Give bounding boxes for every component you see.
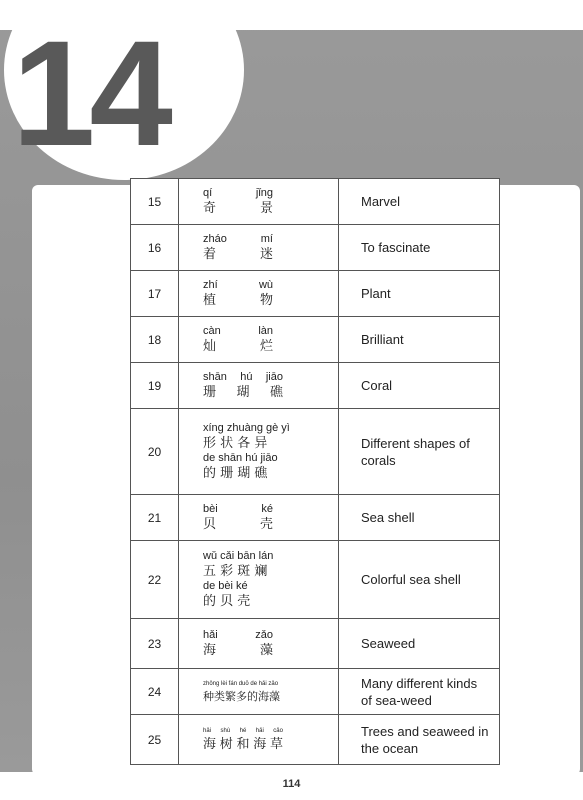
lesson-number: 14 <box>12 9 167 177</box>
pinyin: wǔ cǎi bān lán <box>203 549 274 562</box>
hanzi: 的 珊 瑚 礁 <box>203 465 268 481</box>
row-number: 21 <box>131 495 179 541</box>
table-row <box>131 363 500 409</box>
pinyin: de shān hú jiāo <box>203 451 278 464</box>
pinyin: wù <box>258 278 273 291</box>
hanzi: 礁 <box>269 384 283 400</box>
word-cell <box>179 317 339 363</box>
meaning: Coral <box>339 363 500 409</box>
hanzi: 贝 <box>203 516 217 532</box>
meaning: Sea shell <box>339 495 500 541</box>
row-number: 19 <box>131 363 179 409</box>
word-cell <box>179 363 339 409</box>
row-number: 25 <box>131 715 179 765</box>
pinyin: shān <box>203 370 227 383</box>
table-row <box>131 225 500 271</box>
meaning: To fascinate <box>339 225 500 271</box>
hanzi: 灿 <box>203 338 217 354</box>
row-number: 16 <box>131 225 179 271</box>
meaning: Many different kinds of sea-weed <box>339 669 500 715</box>
hanzi: 种类繁多的海藻 <box>203 690 280 703</box>
pinyin: shù <box>220 728 231 734</box>
word-cell <box>179 179 339 225</box>
table-row <box>131 271 500 317</box>
word-cell <box>179 541 339 619</box>
table-row <box>131 541 500 619</box>
meaning: Different shapes of corals <box>339 409 500 495</box>
meaning: Colorful sea shell <box>339 541 500 619</box>
meaning: Brilliant <box>339 317 500 363</box>
hanzi: 草 <box>269 737 283 752</box>
hanzi: 景 <box>259 200 273 216</box>
pinyin: mí <box>260 232 273 245</box>
hanzi: 植 <box>203 292 217 308</box>
hanzi: 烂 <box>259 338 273 354</box>
word-cell <box>179 271 339 317</box>
row-number: 17 <box>131 271 179 317</box>
word-cell <box>179 715 339 765</box>
meaning: Plant <box>339 271 500 317</box>
hanzi: 形 状 各 异 <box>203 435 268 451</box>
table-row <box>131 179 500 225</box>
hanzi: 树 <box>219 737 233 752</box>
meaning: Trees and seaweed in the ocean <box>339 715 500 765</box>
hanzi: 物 <box>259 292 273 308</box>
table-row <box>131 715 500 765</box>
table-row <box>131 317 500 363</box>
row-number: 23 <box>131 619 179 669</box>
word-cell <box>179 409 339 495</box>
pinyin: zháo <box>203 232 227 245</box>
word-cell <box>179 225 339 271</box>
word-cell <box>179 495 339 541</box>
pinyin: hǎi <box>255 728 264 734</box>
pinyin: qí <box>203 186 213 199</box>
hanzi: 珊 <box>203 384 217 400</box>
word-cell <box>179 669 339 715</box>
hanzi: 和 <box>236 737 250 752</box>
pinyin: hǎi <box>203 728 212 734</box>
hanzi: 迷 <box>259 246 273 262</box>
pinyin: xíng zhuàng gè yì <box>203 421 290 434</box>
pinyin: hú <box>240 370 253 383</box>
word-cell <box>179 619 339 669</box>
hanzi: 着 <box>203 246 217 262</box>
table-row <box>131 495 500 541</box>
hanzi: 海 <box>203 642 217 658</box>
pinyin: bèi <box>203 502 218 515</box>
pinyin: de bèi ké <box>203 579 248 592</box>
vocabulary-table <box>130 178 500 765</box>
meaning: Marvel <box>339 179 500 225</box>
table-row <box>131 669 500 715</box>
page-number: 114 <box>282 778 301 790</box>
pinyin: hé <box>239 728 247 734</box>
pinyin: jǐng <box>255 186 273 199</box>
row-number: 18 <box>131 317 179 363</box>
row-number: 20 <box>131 409 179 495</box>
hanzi: 海 <box>253 737 267 752</box>
hanzi: 海 <box>203 737 217 752</box>
pinyin: hǎi <box>203 628 218 641</box>
pinyin: zhí <box>203 278 218 291</box>
table-row <box>131 409 500 495</box>
pinyin: jiāo <box>265 370 283 383</box>
hanzi: 壳 <box>259 516 273 532</box>
hanzi: 瑚 <box>236 384 250 400</box>
hanzi: 五 彩 斑 斓 <box>203 563 268 579</box>
hanzi: 奇 <box>203 200 217 216</box>
row-number: 24 <box>131 669 179 715</box>
pinyin: zhǒng lèi fán duō de hǎi zǎo <box>203 681 279 687</box>
pinyin: càn <box>203 324 221 337</box>
pinyin: cǎo <box>273 728 283 734</box>
pinyin: làn <box>258 324 273 337</box>
row-number: 22 <box>131 541 179 619</box>
pinyin: ké <box>261 502 273 515</box>
row-number: 15 <box>131 179 179 225</box>
hanzi: 藻 <box>259 642 273 658</box>
hanzi: 的 贝 壳 <box>203 593 251 609</box>
pinyin: zǎo <box>255 628 273 641</box>
table-row <box>131 619 500 669</box>
meaning: Seaweed <box>339 619 500 669</box>
